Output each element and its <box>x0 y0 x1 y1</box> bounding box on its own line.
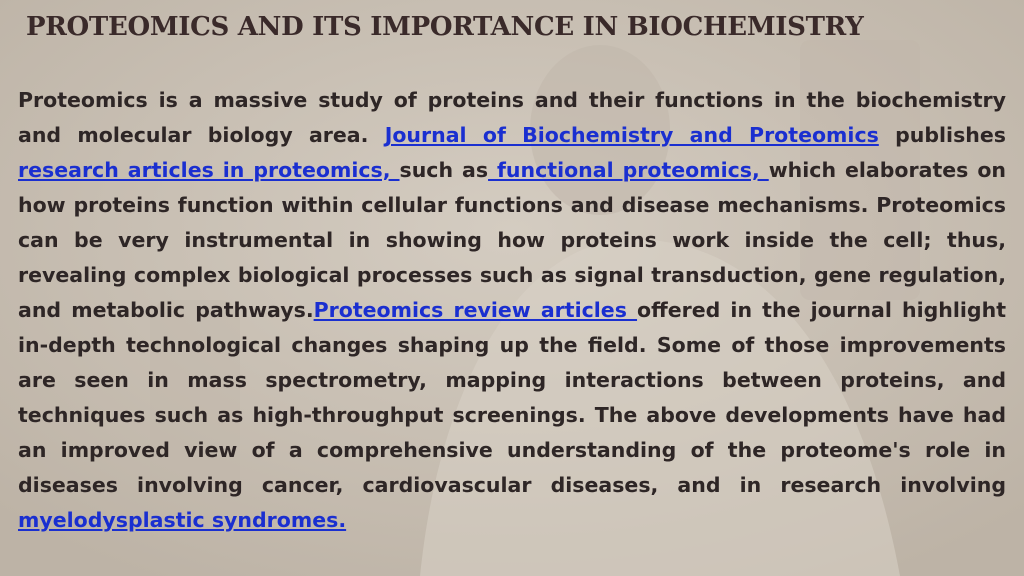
myelodysplastic-syndromes-link[interactable]: myelodysplastic syndromes. <box>18 508 347 532</box>
text-segment: which elaborates on how proteins function within cellular functions and disease mechanisms. Proteomics can be very instrumental in showing how proteins work inside the cell; thus, revealing complex biological processes such as signal transduction, gene regulation, and metabolic pathways. <box>18 158 1007 322</box>
text-segment: such as <box>399 158 489 182</box>
review-articles-link[interactable]: Proteomics review articles <box>313 298 638 322</box>
journal-link[interactable]: Journal of Biochemistry and Proteomics <box>384 123 879 147</box>
slide-title: PROTEOMICS AND ITS IMPORTANCE IN BIOCHEMISTRY <box>26 12 864 42</box>
text-segment: offered in the journal highlight in-depth technological changes shaping up the field. Some of those improvements are seen in mass spectrometry, mapping interactions between proteins, and techniques such as high-throughput screenings. The above developments have had an improved view of a comprehensive understanding of the proteome's role in diseases involving cancer, cardiovascular diseases, and in research involving <box>18 298 1006 497</box>
functional-proteomics-link[interactable]: functional proteomics, <box>488 158 769 182</box>
text-segment: Proteomics is a massive study of proteins and their functions in the biochemistry and molecular biology area. <box>18 88 1006 147</box>
text-segment: publishes <box>878 123 1006 147</box>
body-paragraph <box>18 83 1006 538</box>
research-articles-link[interactable]: research articles in proteomics, <box>18 158 400 182</box>
